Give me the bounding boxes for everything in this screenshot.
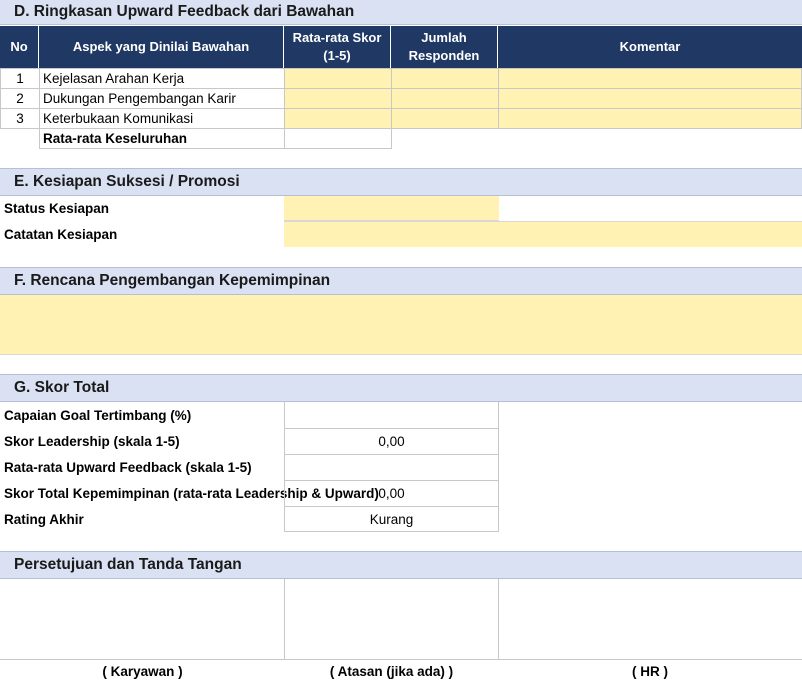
section-f-header	[0, 267, 802, 295]
signature-box-karyawan[interactable]	[0, 579, 285, 660]
section-d-header	[0, 0, 802, 25]
skor-total-label[interactable]: Skor Total Kepemimpinan (rata-rata Leadership & Upward)	[4, 485, 379, 501]
rata-rata-upward-label[interactable]: Rata-rata Upward Feedback (skala 1-5)	[4, 459, 252, 475]
section-g-title: G. Skor Total	[14, 379, 110, 396]
skor-total-value[interactable]: 0,00	[284, 480, 499, 507]
overall-average-label[interactable]: Rata-rata Keseluruhan	[39, 128, 285, 149]
approval-title: Persetujuan dan Tanda Tangan	[14, 556, 242, 573]
row-1-rata-rata-input[interactable]	[284, 68, 392, 89]
header-rata-rata[interactable]: Rata-rata Skor (1-5)	[284, 26, 391, 68]
signature-box-hr[interactable]	[498, 579, 802, 660]
section-g-header	[0, 374, 802, 402]
skor-leadership-value[interactable]: 0,00	[284, 428, 499, 455]
approval-header	[0, 551, 802, 579]
header-jumlah-responden[interactable]: Jumlah Responden	[391, 26, 498, 68]
header-no[interactable]: No	[0, 26, 39, 68]
leadership-plan-input[interactable]	[0, 295, 802, 355]
row-2-aspek[interactable]: Dukungan Pengembangan Karir	[39, 88, 285, 109]
header-komentar[interactable]: Komentar	[498, 26, 802, 68]
status-kesiapan-input[interactable]	[284, 196, 499, 221]
skor-leadership-label[interactable]: Skor Leadership (skala 1-5)	[4, 433, 180, 449]
rating-akhir-value[interactable]: Kurang	[284, 506, 499, 532]
row-1-jumlah-input[interactable]	[391, 68, 499, 89]
signer-atasan-label: ( Atasan (jika ada) )	[329, 663, 454, 679]
row-3-aspek[interactable]: Keterbukaan Komunikasi	[39, 108, 285, 129]
row-2-rata-rata-input[interactable]	[284, 88, 392, 109]
capaian-goal-value[interactable]	[284, 402, 499, 429]
overall-no-cell[interactable]	[0, 128, 40, 149]
catatan-kesiapan-label[interactable]: Catatan Kesiapan	[4, 226, 118, 242]
row-3-rata-rata-input[interactable]	[284, 108, 392, 129]
signer-hr-label: ( HR )	[632, 663, 668, 679]
row-1-no[interactable]: 1	[0, 68, 40, 89]
section-f-title: F. Rencana Pengembangan Kepemimpinan	[14, 272, 331, 289]
capaian-goal-label[interactable]: Capaian Goal Tertimbang (%)	[4, 407, 192, 423]
section-e-header	[0, 168, 802, 196]
status-kesiapan-label[interactable]: Status Kesiapan	[4, 201, 110, 216]
overall-average-value[interactable]	[284, 128, 392, 149]
section-d-title: D. Ringkasan Upward Feedback dari Bawahan	[14, 3, 355, 20]
row-2-komentar-input[interactable]	[498, 88, 802, 109]
rata-rata-upward-value[interactable]	[284, 454, 499, 481]
row-3-no[interactable]: 3	[0, 108, 40, 129]
rating-akhir-label[interactable]: Rating Akhir	[4, 511, 84, 527]
row-2-jumlah-input[interactable]	[391, 88, 499, 109]
row-2-no[interactable]: 2	[0, 88, 40, 109]
row-1-aspek[interactable]: Kejelasan Arahan Kerja	[39, 68, 285, 89]
row-1-komentar-input[interactable]	[498, 68, 802, 89]
signer-karyawan-label: ( Karyawan )	[102, 663, 183, 679]
section-e-title: E. Kesiapan Suksesi / Promosi	[14, 173, 240, 190]
header-aspek[interactable]: Aspek yang Dinilai Bawahan	[39, 26, 284, 68]
signature-box-atasan[interactable]	[284, 579, 499, 660]
row-3-jumlah-input[interactable]	[391, 108, 499, 129]
row-3-komentar-input[interactable]	[498, 108, 802, 129]
catatan-kesiapan-input[interactable]	[284, 221, 802, 247]
